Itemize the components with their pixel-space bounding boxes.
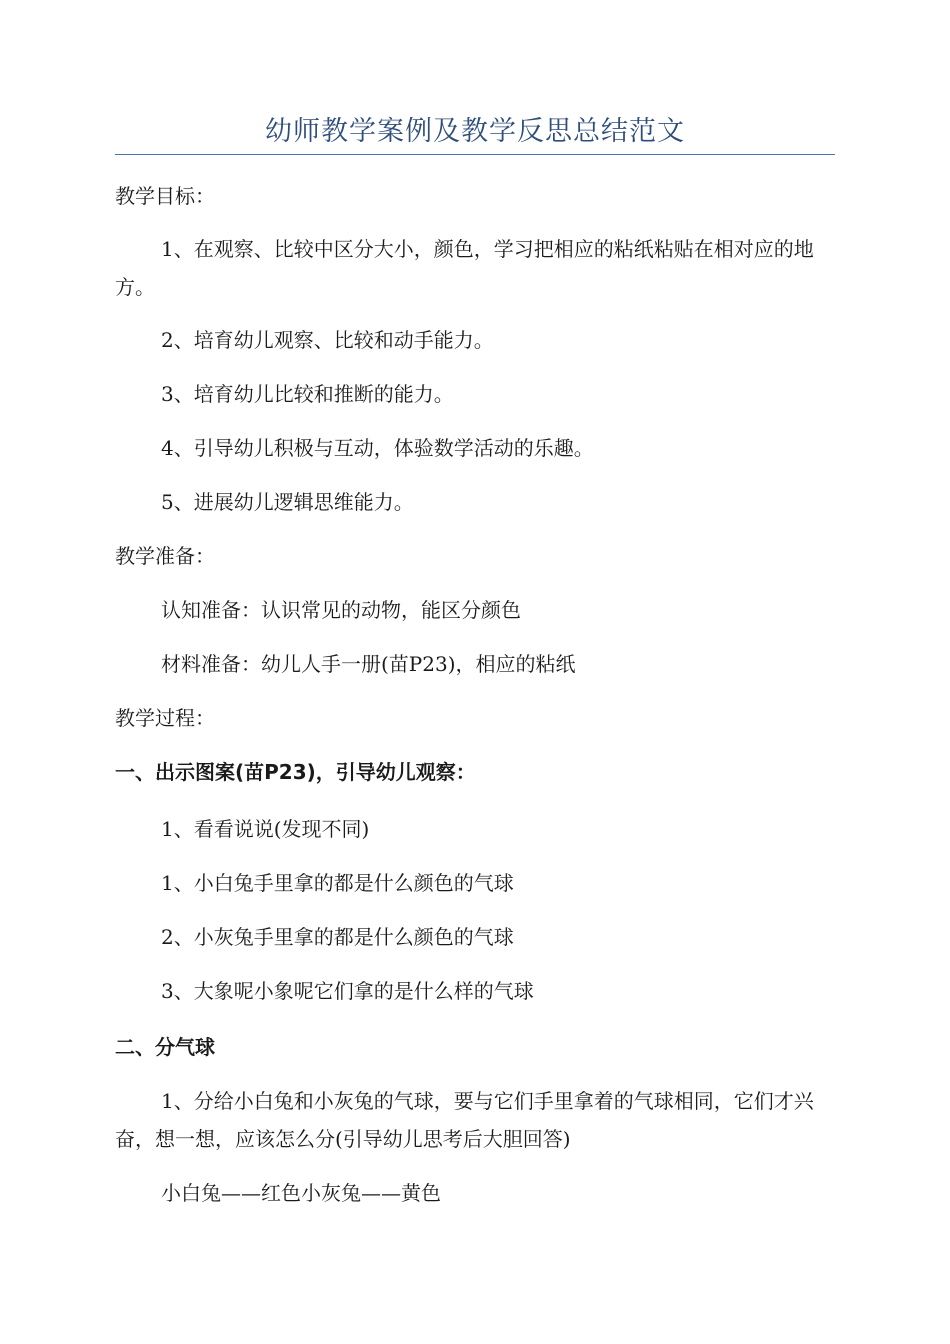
objective-item-4: 4、引导幼儿积极与互动，体验数学活动的乐趣。 — [161, 436, 594, 460]
process-item: 1、小白兔手里拿的都是什么颜色的气球 — [161, 871, 514, 895]
document-title: 幼师教学案例及教学反思总结范文 — [265, 116, 685, 147]
objective-item-1: 1、在观察、比较中区分大小，颜色，学习把相应的粘纸粘贴在相对应的地方。 — [115, 237, 814, 299]
process-item: 1、分给小白兔和小灰兔的气球，要与它们手里拿着的气球相同，它们才兴奋，想一想，应该怎么分(引导幼儿思考后大胆回答) — [115, 1089, 814, 1151]
process-step-1-heading: 一、出示图案(苗P23)，引导幼儿观察： — [115, 760, 476, 784]
process-item: 3、大象呢小象呢它们拿的是什么样的气球 — [161, 979, 534, 1003]
objective-item-2: 2、培育幼儿观察、比较和动手能力。 — [161, 328, 494, 352]
process-item: 2、小灰兔手里拿的都是什么颜色的气球 — [161, 925, 514, 949]
section-heading-preparation: 教学准备： — [115, 544, 215, 568]
preparation-materials: 材料准备：幼儿人手一册(苗P23)，相应的粘纸 — [161, 652, 576, 676]
objective-item-3: 3、培育幼儿比较和推断的能力。 — [161, 382, 454, 406]
process-item: 小白兔——红色小灰兔——黄色 — [161, 1181, 441, 1205]
section-heading-objectives: 教学目标： — [115, 184, 215, 208]
objective-item-5: 5、进展幼儿逻辑思维能力。 — [161, 490, 414, 514]
title-underline — [115, 154, 835, 155]
process-step-2-heading: 二、分气球 — [115, 1035, 215, 1059]
section-heading-process: 教学过程： — [115, 706, 215, 730]
process-item: 1、看看说说(发现不同) — [161, 817, 370, 841]
preparation-cognitive: 认知准备：认识常见的动物，能区分颜色 — [161, 598, 521, 622]
